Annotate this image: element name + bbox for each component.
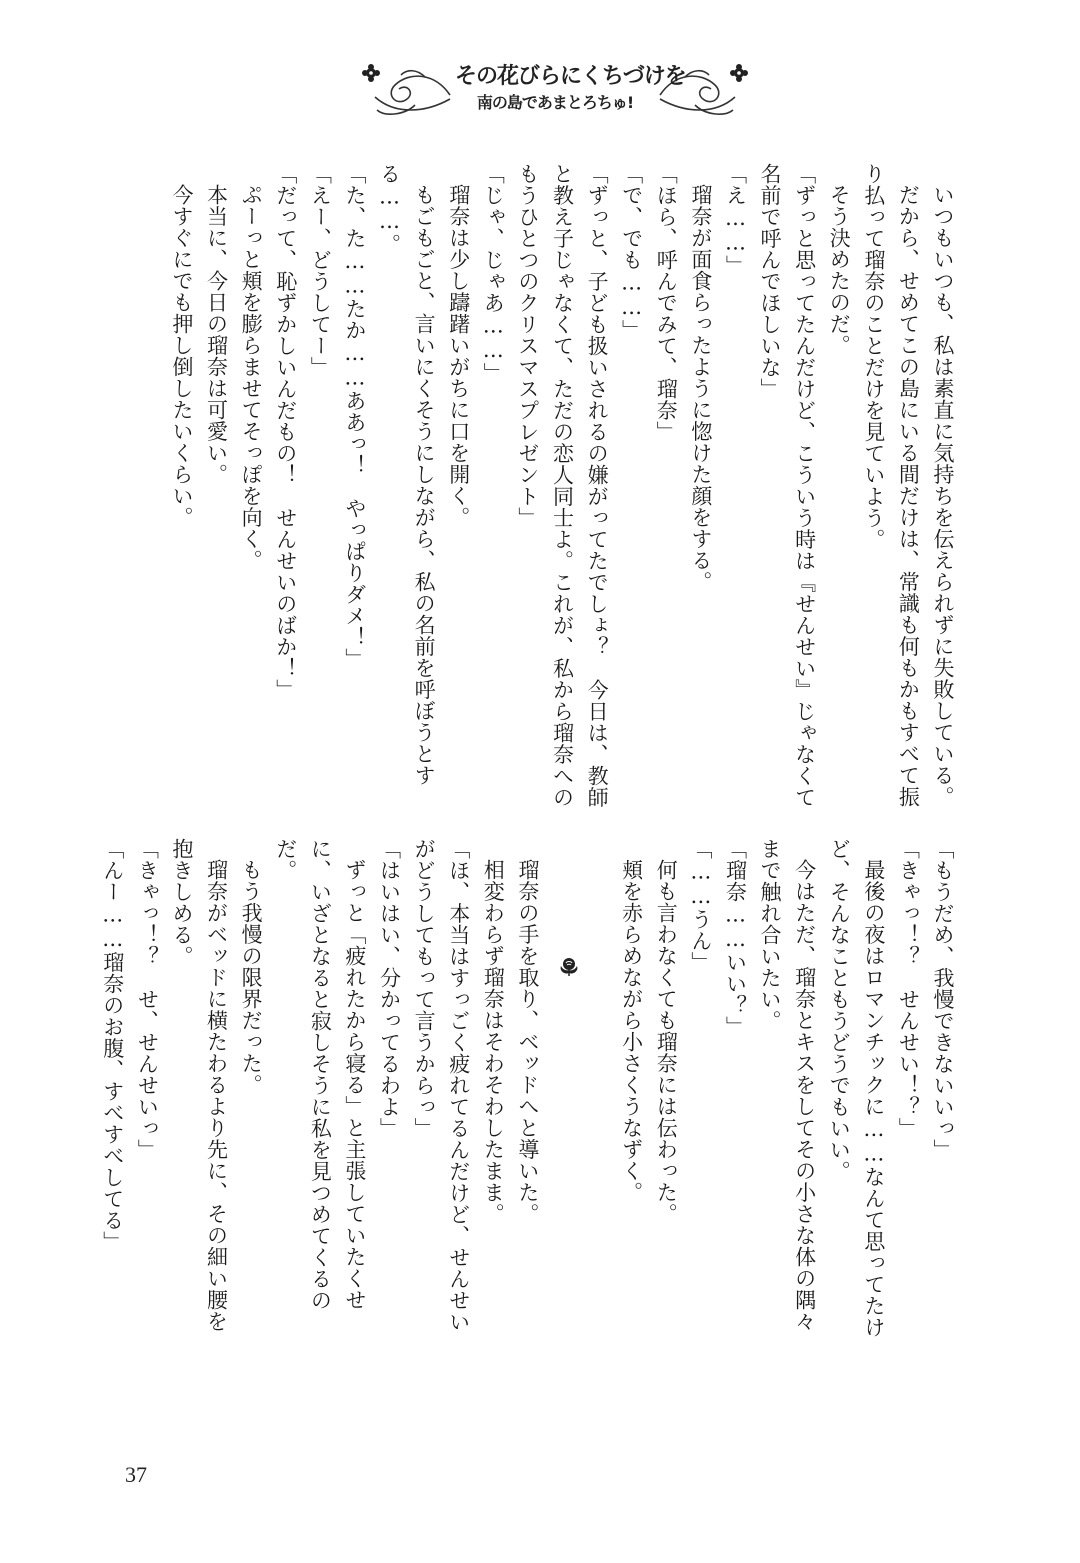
text-line: 本当に、今日の瑠奈は可愛い。 <box>204 184 229 485</box>
text-line: だから、せめてこの島にいる間だけは、常識も何もかもすべて振り払って瑠奈のことだけを見ていよう。 <box>861 163 921 808</box>
text-line: 瑠奈は少し躊躇いがちに口を開く。 <box>446 184 471 528</box>
text-line: 「え……」 <box>723 163 748 277</box>
text-line: 頬を赤らめながら小さくうなずく。 <box>619 859 644 1203</box>
book-subtitle: 南の島であまとろちゅ! <box>476 93 634 112</box>
text-line: 「じゃ、じゃあ……」 <box>481 163 506 384</box>
text-line: 「だって、恥ずかしいんだもの！ せんせいのばか！」 <box>273 163 298 701</box>
text-line: 「で、でも……」 <box>619 163 644 341</box>
text-line: 相変わらず瑠奈はそわそわしたまま。 <box>481 859 506 1225</box>
text-line: ぷーっと頬を膨らませてそっぽを向く。 <box>239 184 264 571</box>
text-line: 瑠奈が面食らったように惚けた顔をする。 <box>688 184 713 593</box>
text-line: いつもいつも、私は素直に気持ちを伝えられずに失敗している。 <box>931 184 955 808</box>
text-line: 瑠奈の手を取り、ベッドへと導いた。 <box>515 859 540 1225</box>
text-line: 「きゃっ！？ せ、せんせいっ」 <box>135 838 160 1161</box>
text-line: 今はただ、瑠奈とキスをしてその小さな体の隅々まで触れ合いたい。 <box>758 838 817 1332</box>
text-line: 「……うん」 <box>688 838 713 973</box>
header-ornament <box>355 55 755 123</box>
text-line: 「ずっと思ってたんだけど、こういう時は『せんせい』じゃなくて名前で呼んでほしいな」 <box>758 163 817 808</box>
text-line: 最後の夜はロマンチックに……なんて思ってたけど、そんなこともうどうでもいい。 <box>827 838 886 1338</box>
text-line: もごもごと、言いにくそうにしながら、私の名前を呼ぼうとする……。 <box>377 163 437 786</box>
text-line: 「ほら、呼んでみて、瑠奈」 <box>654 163 679 443</box>
text-line: 何も言わなくても瑠奈には伝わった。 <box>654 859 679 1225</box>
text-line: 「はいはい、分かってるわよ」 <box>377 838 402 1139</box>
text-line: もう我慢の限界だった。 <box>239 859 264 1096</box>
book-title: その花びらにくちづけを <box>455 64 686 89</box>
text-line: 「ほ、本当はすっごく疲れてるんだけど、せんせいがどうしてもって言うからっ」 <box>412 838 471 1333</box>
text-line: 「きゃっ！？ せんせい！？」 <box>896 838 921 1139</box>
text-line: ずっと「疲れたから寝る」と主張していたくせに、いざとなると寂しそうに私を見つめてくるのだ。 <box>273 838 367 1311</box>
text-line <box>545 838 580 1338</box>
text-line: 「えー、どうしてー」 <box>308 163 333 378</box>
top-text-block <box>130 163 960 808</box>
text-line: 「もうだめ、我慢できないいっ」 <box>931 838 955 1161</box>
page-number: 37 <box>125 1462 147 1487</box>
text-line: 「ずっと、子ども扱いされるの嫌がってたでしょ？ 今日は、教師と教え子じゃなくて、ただの恋人同士よ。これが、私から瑠奈へのもうひとつのクリスマスプレゼント」 <box>515 163 610 808</box>
text-line: 「んー……瑠奈のお腹、すべすべしてる」 <box>100 838 125 1253</box>
text-line <box>579 838 614 1338</box>
text-line: そう決めたのだ。 <box>827 184 852 356</box>
text-line: 「瑠奈……いい？」 <box>723 838 748 1038</box>
bottom-text-block <box>100 838 960 1338</box>
text-line: 今すぐにでも押し倒したいくらい。 <box>169 184 194 528</box>
text-line: 「た、た……たか……ああっ！ やっぱりダメ！」 <box>342 163 367 670</box>
text-line: 瑠奈がベッドに横たわるより先に、その細い腰を抱きしめる。 <box>169 838 229 1332</box>
